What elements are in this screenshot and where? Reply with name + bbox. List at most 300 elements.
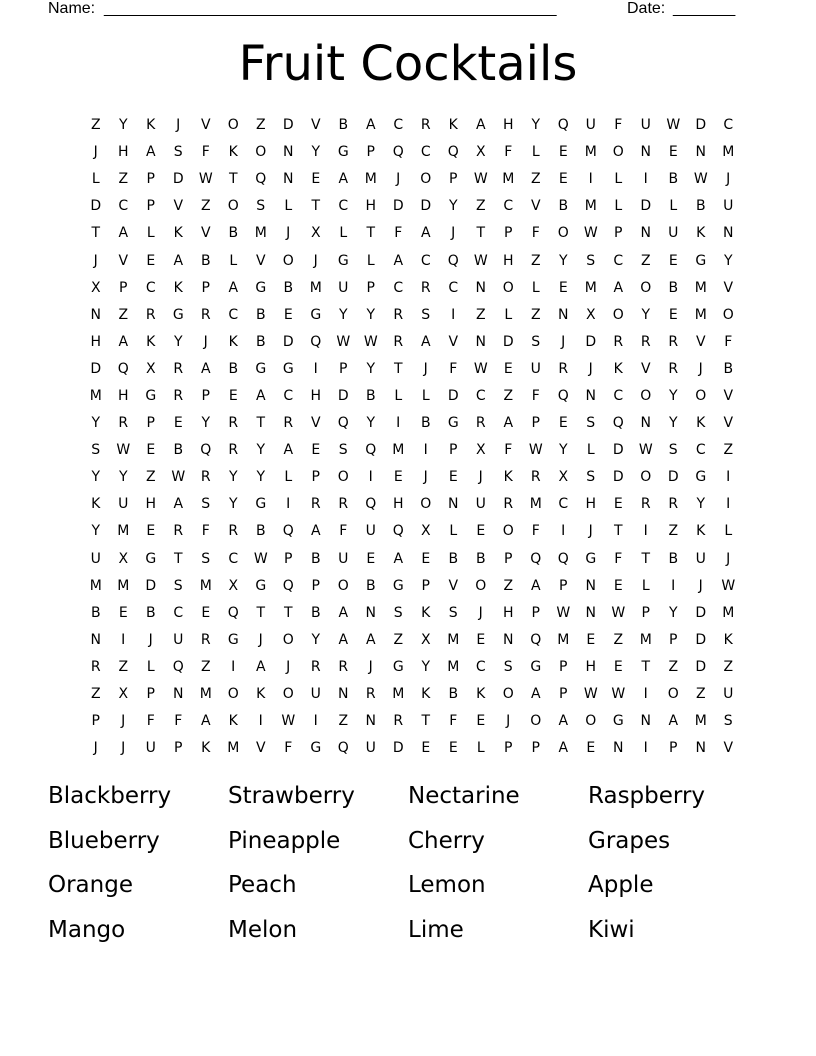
grid-row <box>82 573 742 600</box>
grid-letter: B <box>90 604 101 621</box>
grid-letter: K <box>421 686 431 703</box>
grid-letter: J <box>698 360 703 377</box>
grid-letter: Y <box>338 306 348 323</box>
grid-letter: T <box>476 225 486 242</box>
grid-letter: E <box>366 550 376 567</box>
grid-letter: J <box>423 469 428 486</box>
grid-letter: Q <box>227 604 239 621</box>
grid-row <box>82 627 742 654</box>
grid-letter: J <box>258 631 263 648</box>
word-bank-item: Cherry <box>408 827 485 854</box>
grid-letter: D <box>145 577 157 594</box>
grid-letter: N <box>585 577 596 594</box>
grid-letter: V <box>448 333 459 350</box>
grid-letter: P <box>449 442 458 459</box>
grid-letter: F <box>449 360 458 377</box>
grid-letter: E <box>448 740 458 757</box>
grid-letter: M <box>117 577 130 594</box>
grid-letter: L <box>724 523 733 540</box>
grid-letter: L <box>669 198 678 215</box>
grid-letter: I <box>231 658 236 675</box>
grid-row <box>82 383 742 410</box>
grid-letter: T <box>641 658 651 675</box>
grid-letter: A <box>613 279 624 296</box>
grid-letter: S <box>256 198 266 215</box>
grid-letter: Y <box>201 415 211 432</box>
grid-letter: J <box>561 333 566 350</box>
grid-letter: E <box>421 740 431 757</box>
grid-letter: C <box>475 658 486 675</box>
grid-letter: W <box>171 469 186 486</box>
word-bank-item: Grapes <box>588 827 671 854</box>
grid-letter: P <box>559 577 568 594</box>
grid-letter: P <box>531 740 540 757</box>
grid-letter: E <box>476 713 486 730</box>
grid-letter: N <box>613 740 624 757</box>
word-bank-item: Melon <box>228 916 298 943</box>
grid-letter: E <box>228 387 238 404</box>
word-bank-item: Pineapple <box>228 827 341 854</box>
grid-letter: Y <box>558 442 568 459</box>
grid-letter: J <box>93 252 98 269</box>
grid-letter: M <box>447 631 460 648</box>
grid-letter: V <box>118 252 129 269</box>
grid-row <box>82 166 742 193</box>
grid-letter: H <box>502 117 514 134</box>
grid-letter: D <box>695 631 707 648</box>
grid-letter: P <box>146 198 155 215</box>
grid-letter: K <box>228 144 238 161</box>
grid-letter: P <box>614 225 623 242</box>
grid-letter: A <box>200 713 211 730</box>
grid-letter: R <box>310 658 321 675</box>
worksheet-header <box>0 0 816 22</box>
grid-letter: X <box>228 577 239 594</box>
date-label: Date: <box>627 0 666 17</box>
grid-letter: Z <box>255 117 266 134</box>
grid-letter: R <box>338 496 349 513</box>
word-bank-item: Peach <box>228 872 297 898</box>
grid-letter: A <box>558 740 569 757</box>
grid-letter: J <box>588 360 593 377</box>
grid-letter: F <box>394 225 403 242</box>
grid-letter: Q <box>557 550 569 567</box>
grid-letter: A <box>503 415 514 432</box>
grid-letter: T <box>228 171 238 188</box>
grid-letter: O <box>612 306 624 323</box>
grid-letter: Y <box>668 415 678 432</box>
grid-letter: P <box>311 577 320 594</box>
grid-letter: V <box>173 198 184 215</box>
grid-letter: O <box>502 523 514 540</box>
grid-letter: A <box>393 252 404 269</box>
grid-letter: I <box>561 523 566 540</box>
grid-letter: J <box>93 740 98 757</box>
grid-letter: S <box>448 604 458 621</box>
grid-letter: X <box>585 306 596 323</box>
page-title: Fruit Cocktails <box>238 36 578 92</box>
grid-letter: O <box>502 279 514 296</box>
grid-letter: V <box>448 577 459 594</box>
grid-letter: L <box>476 740 485 757</box>
name-label: Name: <box>48 0 96 17</box>
grid-letter: I <box>368 469 373 486</box>
grid-letter: A <box>475 117 486 134</box>
grid-letter: K <box>173 279 183 296</box>
grid-letter: Z <box>668 523 679 540</box>
grid-letter: G <box>695 469 707 486</box>
grid-letter: C <box>613 387 624 404</box>
grid-letter: N <box>173 686 184 703</box>
grid-letter: U <box>173 631 184 648</box>
grid-letter: E <box>586 631 596 648</box>
grid-letter: F <box>531 523 540 540</box>
grid-letter: N <box>90 631 101 648</box>
grid-letter: N <box>640 415 651 432</box>
grid-letter: C <box>118 198 129 215</box>
grid-letter: J <box>698 577 703 594</box>
grid-letter: U <box>668 225 679 242</box>
grid-letter: N <box>365 713 376 730</box>
grid-letter: T <box>283 604 293 621</box>
grid-letter: V <box>695 333 706 350</box>
grid-letter: O <box>585 713 597 730</box>
grid-letter: D <box>502 333 514 350</box>
grid-letter: B <box>448 550 459 567</box>
grid-letter: W <box>611 686 626 703</box>
grid-letter: R <box>200 469 211 486</box>
grid-letter: M <box>639 631 652 648</box>
grid-row <box>82 437 742 464</box>
grid-letter: B <box>200 252 211 269</box>
grid-letter: B <box>255 306 266 323</box>
grid-letter: J <box>121 713 126 730</box>
grid-letter: N <box>475 279 486 296</box>
word-bank-item: Nectarine <box>408 783 520 809</box>
grid-letter: J <box>203 333 208 350</box>
grid-letter: S <box>421 306 431 323</box>
grid-letter: G <box>392 577 404 594</box>
grid-letter: K <box>613 360 623 377</box>
grid-letter: A <box>255 387 266 404</box>
grid-letter: P <box>201 279 210 296</box>
grid-letter: O <box>502 686 514 703</box>
grid-letter: W <box>556 604 571 621</box>
grid-letter: R <box>640 496 651 513</box>
grid-letter: W <box>473 171 488 188</box>
word-bank-item: Blackberry <box>48 783 172 809</box>
grid-letter: S <box>338 442 348 459</box>
grid-letter: E <box>201 604 211 621</box>
grid-letter: G <box>172 306 184 323</box>
grid-letter: C <box>228 306 239 323</box>
grid-letter: V <box>200 225 211 242</box>
grid-letter: U <box>145 740 156 757</box>
grid-letter: F <box>284 740 293 757</box>
grid-letter: E <box>558 144 568 161</box>
grid-letter: A <box>338 604 349 621</box>
grid-letter: T <box>256 604 266 621</box>
grid-letter: Q <box>392 523 404 540</box>
grid-letter: F <box>724 333 733 350</box>
grid-letter: K <box>228 713 238 730</box>
grid-letter: M <box>392 686 405 703</box>
grid-letter: Y <box>311 631 321 648</box>
grid-row <box>82 681 742 708</box>
grid-letter: E <box>503 360 513 377</box>
grid-row <box>82 220 742 247</box>
grid-letter: U <box>310 686 321 703</box>
grid-letter: P <box>146 171 155 188</box>
grid-row <box>82 275 742 302</box>
grid-letter: W <box>721 577 736 594</box>
grid-letter: O <box>612 144 624 161</box>
grid-letter: Z <box>90 117 101 134</box>
grid-letter: E <box>146 523 156 540</box>
grid-letter: Z <box>475 306 486 323</box>
grid-letter: J <box>726 171 731 188</box>
grid-letter: X <box>475 144 486 161</box>
grid-letter: O <box>282 686 294 703</box>
grid-letter: C <box>503 198 514 215</box>
grid-row <box>82 546 742 573</box>
grid-letter: W <box>336 333 351 350</box>
grid-letter: O <box>227 686 239 703</box>
grid-letter: E <box>146 442 156 459</box>
grid-letter: I <box>643 686 648 703</box>
grid-letter: A <box>283 442 294 459</box>
grid-letter: E <box>118 604 128 621</box>
grid-letter: P <box>449 171 458 188</box>
grid-letter: L <box>146 658 155 675</box>
grid-row <box>82 247 742 274</box>
grid-letter: C <box>393 279 404 296</box>
grid-letter: D <box>585 333 597 350</box>
grid-row <box>82 708 742 735</box>
grid-letter: A <box>530 686 541 703</box>
grid-letter: R <box>228 415 239 432</box>
grid-letter: O <box>722 306 734 323</box>
grid-letter: F <box>201 523 210 540</box>
grid-letter: N <box>338 686 349 703</box>
grid-letter: Y <box>641 306 651 323</box>
grid-letter: M <box>529 496 542 513</box>
grid-letter: R <box>338 658 349 675</box>
word-bank-item: Strawberry <box>228 783 355 809</box>
grid-letter: R <box>283 415 294 432</box>
grid-letter: O <box>227 198 239 215</box>
grid-letter: R <box>310 496 321 513</box>
grid-letter: K <box>476 686 486 703</box>
word-bank-item: Kiwi <box>588 916 635 943</box>
grid-letter: J <box>506 713 511 730</box>
grid-letter: C <box>613 252 624 269</box>
grid-letter: K <box>696 523 706 540</box>
grid-letter: D <box>90 198 102 215</box>
grid-letter: A <box>365 117 376 134</box>
grid-letter: C <box>448 279 459 296</box>
grid-letter: E <box>668 306 678 323</box>
grid-letter: N <box>448 496 459 513</box>
grid-letter: D <box>282 333 294 350</box>
grid-letter: P <box>421 577 430 594</box>
grid-row <box>82 464 742 491</box>
grid-letter: L <box>394 387 403 404</box>
grid-letter: M <box>254 225 267 242</box>
grid-letter: W <box>611 604 626 621</box>
grid-letter: D <box>90 360 102 377</box>
grid-row <box>82 193 742 220</box>
grid-letter: E <box>668 252 678 269</box>
grid-letter: K <box>723 631 733 648</box>
grid-letter: N <box>695 740 706 757</box>
grid-letter: Z <box>640 252 651 269</box>
grid-letter: B <box>420 415 431 432</box>
grid-letter: S <box>393 604 403 621</box>
grid-letter: R <box>613 333 624 350</box>
grid-letter: O <box>420 496 432 513</box>
grid-letter: I <box>313 713 318 730</box>
grid-letter: F <box>614 117 623 134</box>
grid-letter: H <box>145 496 157 513</box>
grid-letter: C <box>558 496 569 513</box>
grid-letter: J <box>93 144 98 161</box>
grid-letter: A <box>420 333 431 350</box>
grid-letter: Z <box>723 658 734 675</box>
grid-letter: P <box>531 415 540 432</box>
grid-letter: H <box>502 252 514 269</box>
grid-letter: O <box>420 171 432 188</box>
grid-letter: M <box>584 198 597 215</box>
grid-letter: T <box>613 523 623 540</box>
word-bank-item: Raspberry <box>588 783 706 809</box>
grid-letter: M <box>584 279 597 296</box>
grid-letter: B <box>283 279 294 296</box>
grid-letter: K <box>696 415 706 432</box>
grid-letter: U <box>723 198 734 215</box>
grid-letter: H <box>90 333 102 350</box>
grid-letter: Y <box>311 144 321 161</box>
grid-letter: D <box>667 469 679 486</box>
grid-letter: M <box>199 577 212 594</box>
grid-letter: W <box>693 171 708 188</box>
grid-letter: X <box>475 442 486 459</box>
grid-letter: R <box>228 442 239 459</box>
grid-letter: W <box>473 360 488 377</box>
grid-letter: F <box>614 550 623 567</box>
grid-letter: K <box>256 686 266 703</box>
grid-letter: Z <box>118 306 129 323</box>
grid-letter: P <box>311 469 320 486</box>
grid-letter: L <box>366 252 375 269</box>
grid-letter: K <box>448 117 458 134</box>
grid-letter: C <box>475 387 486 404</box>
grid-letter: L <box>284 469 293 486</box>
grid-letter: U <box>118 496 129 513</box>
grid-letter: I <box>258 713 263 730</box>
grid-letter: U <box>365 740 376 757</box>
grid-letter: E <box>613 577 623 594</box>
grid-letter: Z <box>503 387 514 404</box>
grid-letter: Y <box>668 604 678 621</box>
grid-letter: T <box>91 225 101 242</box>
grid-letter: D <box>640 198 652 215</box>
grid-letter: V <box>723 387 734 404</box>
grid-letter: D <box>695 658 707 675</box>
grid-letter: T <box>366 225 376 242</box>
grid-letter: A <box>393 550 404 567</box>
word-bank-item: Mango <box>48 916 126 943</box>
grid-letter: Y <box>256 469 266 486</box>
grid-letter: X <box>420 631 431 648</box>
grid-letter: M <box>227 740 240 757</box>
grid-letter: V <box>310 117 321 134</box>
grid-letter: Y <box>91 469 101 486</box>
grid-letter: M <box>309 279 322 296</box>
grid-letter: U <box>365 523 376 540</box>
grid-letter: I <box>121 631 126 648</box>
grid-letter: S <box>91 442 101 459</box>
grid-row <box>82 735 742 762</box>
grid-letter: K <box>146 117 156 134</box>
grid-letter: Q <box>365 496 377 513</box>
grid-letter: C <box>420 252 431 269</box>
grid-letter: L <box>421 387 430 404</box>
word-search-grid <box>82 112 742 762</box>
grid-letter: D <box>420 198 432 215</box>
grid-letter: A <box>310 523 321 540</box>
grid-letter: I <box>643 523 648 540</box>
grid-letter: C <box>393 117 404 134</box>
grid-letter: V <box>640 360 651 377</box>
grid-letter: L <box>284 198 293 215</box>
grid-letter: G <box>585 550 597 567</box>
grid-letter: K <box>421 604 431 621</box>
grid-letter: Q <box>530 631 542 648</box>
grid-letter: A <box>558 713 569 730</box>
grid-letter: Z <box>118 171 129 188</box>
grid-letter: W <box>198 171 213 188</box>
grid-letter: I <box>286 496 291 513</box>
grid-row <box>82 410 742 437</box>
grid-letter: A <box>338 631 349 648</box>
grid-letter: Q <box>255 171 267 188</box>
grid-letter: O <box>557 225 569 242</box>
grid-letter: O <box>475 577 487 594</box>
grid-letter: E <box>311 442 321 459</box>
grid-letter: B <box>338 117 349 134</box>
grid-letter: Q <box>530 550 542 567</box>
name-blank-line: ____________________________________________________ <box>104 0 557 17</box>
grid-letter: J <box>176 117 181 134</box>
grid-letter: Q <box>337 740 349 757</box>
grid-letter: I <box>643 740 648 757</box>
grid-letter: L <box>586 442 595 459</box>
grid-letter: Y <box>173 333 183 350</box>
grid-letter: P <box>366 144 375 161</box>
grid-letter: D <box>695 604 707 621</box>
grid-letter: K <box>696 225 706 242</box>
grid-letter: O <box>337 577 349 594</box>
grid-letter: W <box>583 225 598 242</box>
grid-letter: Q <box>557 117 569 134</box>
grid-letter: Q <box>200 442 212 459</box>
grid-letter: G <box>337 144 349 161</box>
grid-letter: W <box>253 550 268 567</box>
grid-letter: W <box>638 442 653 459</box>
grid-letter: C <box>723 117 734 134</box>
grid-letter: B <box>668 279 679 296</box>
